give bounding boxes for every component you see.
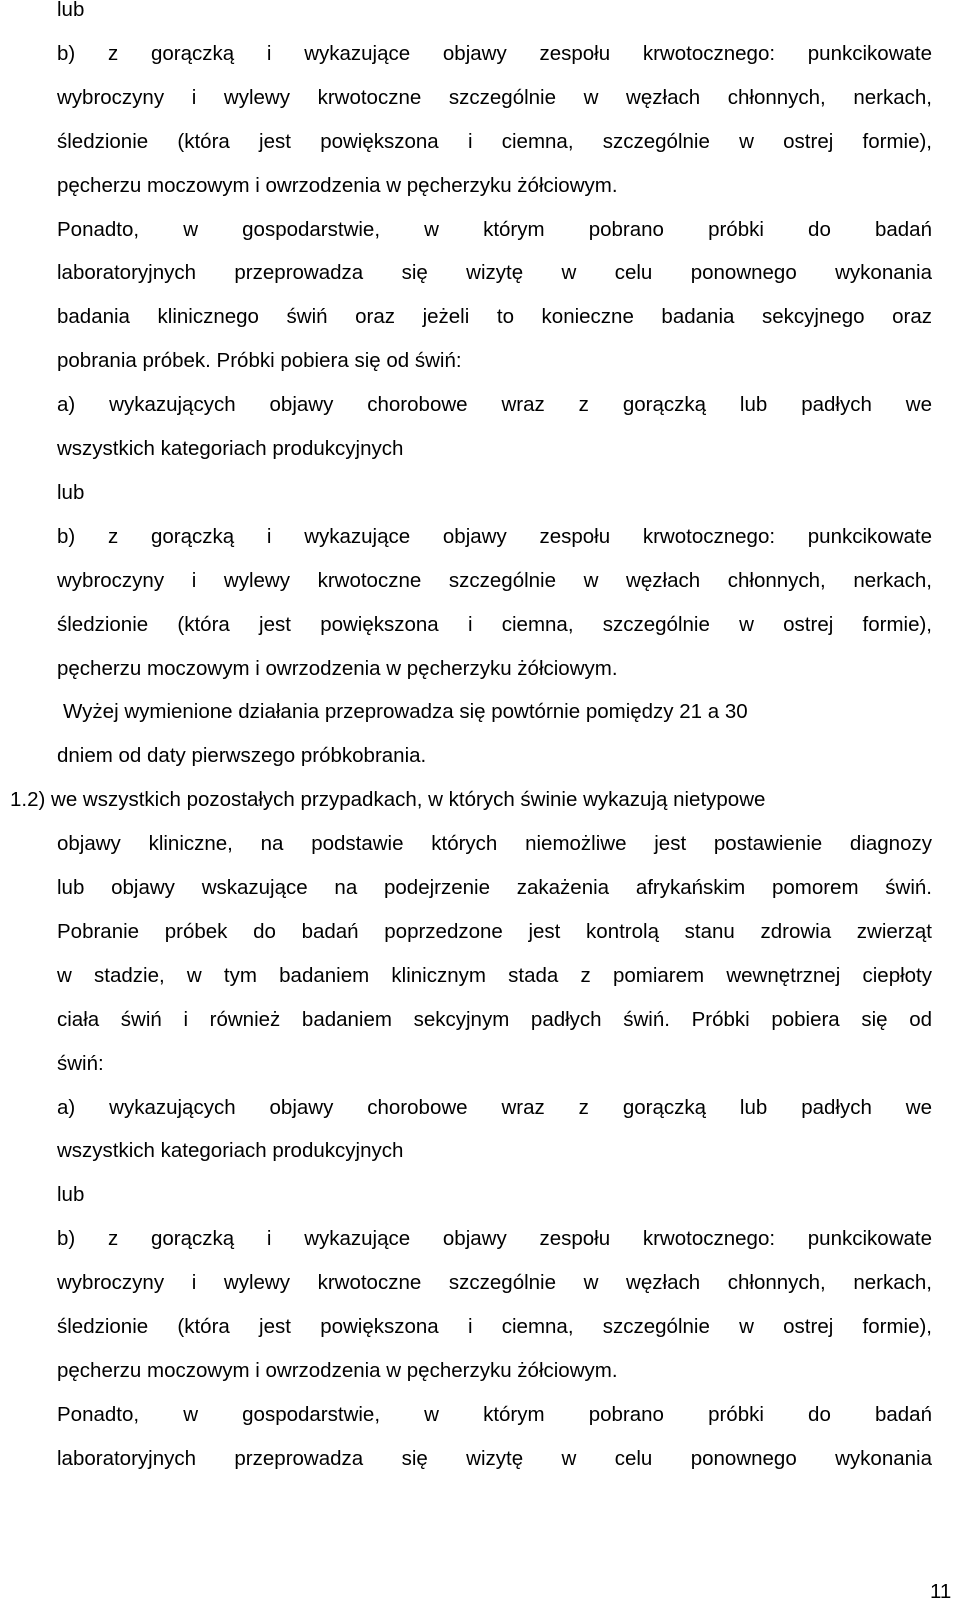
text-line: a) wykazujących objawy chorobowe wraz z gorączką lub padłych we [57, 1095, 932, 1119]
text-line: b) z gorączką i wykazujące objawy zespołu krwotocznego: punkcikowate [57, 524, 932, 548]
text-line: laboratoryjnych przeprowadza się wizytę w celu ponownego wykonania [57, 1446, 932, 1470]
text-line: wybroczyny i wylewy krwotoczne szczególnie w węzłach chłonnych, nerkach, [57, 1271, 932, 1295]
text-line: ciała świń i również badaniem sekcyjnym padłych świń. Próbki pobiera się od [57, 1007, 932, 1031]
text-line: wybroczyny i wylewy krwotoczne szczególnie w węzłach chłonnych, nerkach, [57, 568, 932, 592]
text-line: pęcherzu moczowym i owrzodzenia w pęcherzyku żółciowym. [57, 1358, 618, 1382]
text-line: śledzionie (która jest powiększona i ciemna, szczególnie w ostrej formie), [57, 129, 932, 153]
text-line: śledzionie (która jest powiększona i ciemna, szczególnie w ostrej formie), [57, 1315, 932, 1338]
text-line: pęcherzu moczowym i owrzodzenia w pęcherzyku żółciowym. [57, 173, 618, 197]
text-line: b) z gorączką i wykazujące objawy zespołu krwotocznego: punkcikowate [57, 41, 932, 65]
text-line: Ponadto, w gospodarstwie, w którym pobrano próbki do badań [57, 217, 932, 241]
text-line: objawy kliniczne, na podstawie których niemożliwe jest postawienie diagnozy [57, 832, 932, 856]
text-line: Wyżej wymienione działania przeprowadza się powtórnie pomiędzy 21 a 30 [63, 700, 748, 724]
text-line: laboratoryjnych przeprowadza się wizytę w celu ponownego wykonania [57, 261, 932, 285]
text-line: wszystkich kategoriach produkcyjnych [57, 1139, 404, 1163]
text-line: lub [57, 1183, 85, 1207]
text-line: badania klinicznego świń oraz jeżeli to konieczne badania sekcyjnego oraz [57, 305, 932, 329]
text-line: pobrania próbek. Próbki pobiera się od świń: [57, 349, 462, 373]
text-line: a) wykazujących objawy chorobowe wraz z gorączką lub padłych we [57, 393, 932, 417]
text-line: pęcherzu moczowym i owrzodzenia w pęcherzyku żółciowym. [57, 656, 618, 680]
text-line: dniem od daty pierwszego próbkobrania. [57, 744, 427, 768]
text-line: świń: [57, 1051, 104, 1075]
text-line: Ponadto, w gospodarstwie, w którym pobrano próbki do badań [57, 1402, 932, 1426]
text-line: w stadzie, w tym badaniem klinicznym stada z pomiarem wewnętrznej ciepłoty [57, 963, 932, 987]
text-line: lub [57, 0, 85, 21]
text-line: lub [57, 480, 85, 504]
text-line: 1.2) we wszystkich pozostałych przypadkach, w których świnie wykazują nietypowe [10, 788, 766, 812]
text-line: Pobranie próbek do badań poprzedzone jest kontrolą stanu zdrowia zwierząt [57, 919, 932, 943]
text-line: wszystkich kategoriach produkcyjnych [57, 437, 404, 460]
text-line: wybroczyny i wylewy krwotoczne szczególnie w węzłach chłonnych, nerkach, [57, 85, 932, 109]
text-line: lub objawy wskazujące na podejrzenie zakażenia afrykańskim pomorem świń. [57, 876, 932, 899]
text-line: śledzionie (która jest powiększona i ciemna, szczególnie w ostrej formie), [57, 612, 932, 636]
text-line: b) z gorączką i wykazujące objawy zespołu krwotocznego: punkcikowate [57, 1227, 932, 1251]
page-number: 11 [930, 1580, 952, 1603]
